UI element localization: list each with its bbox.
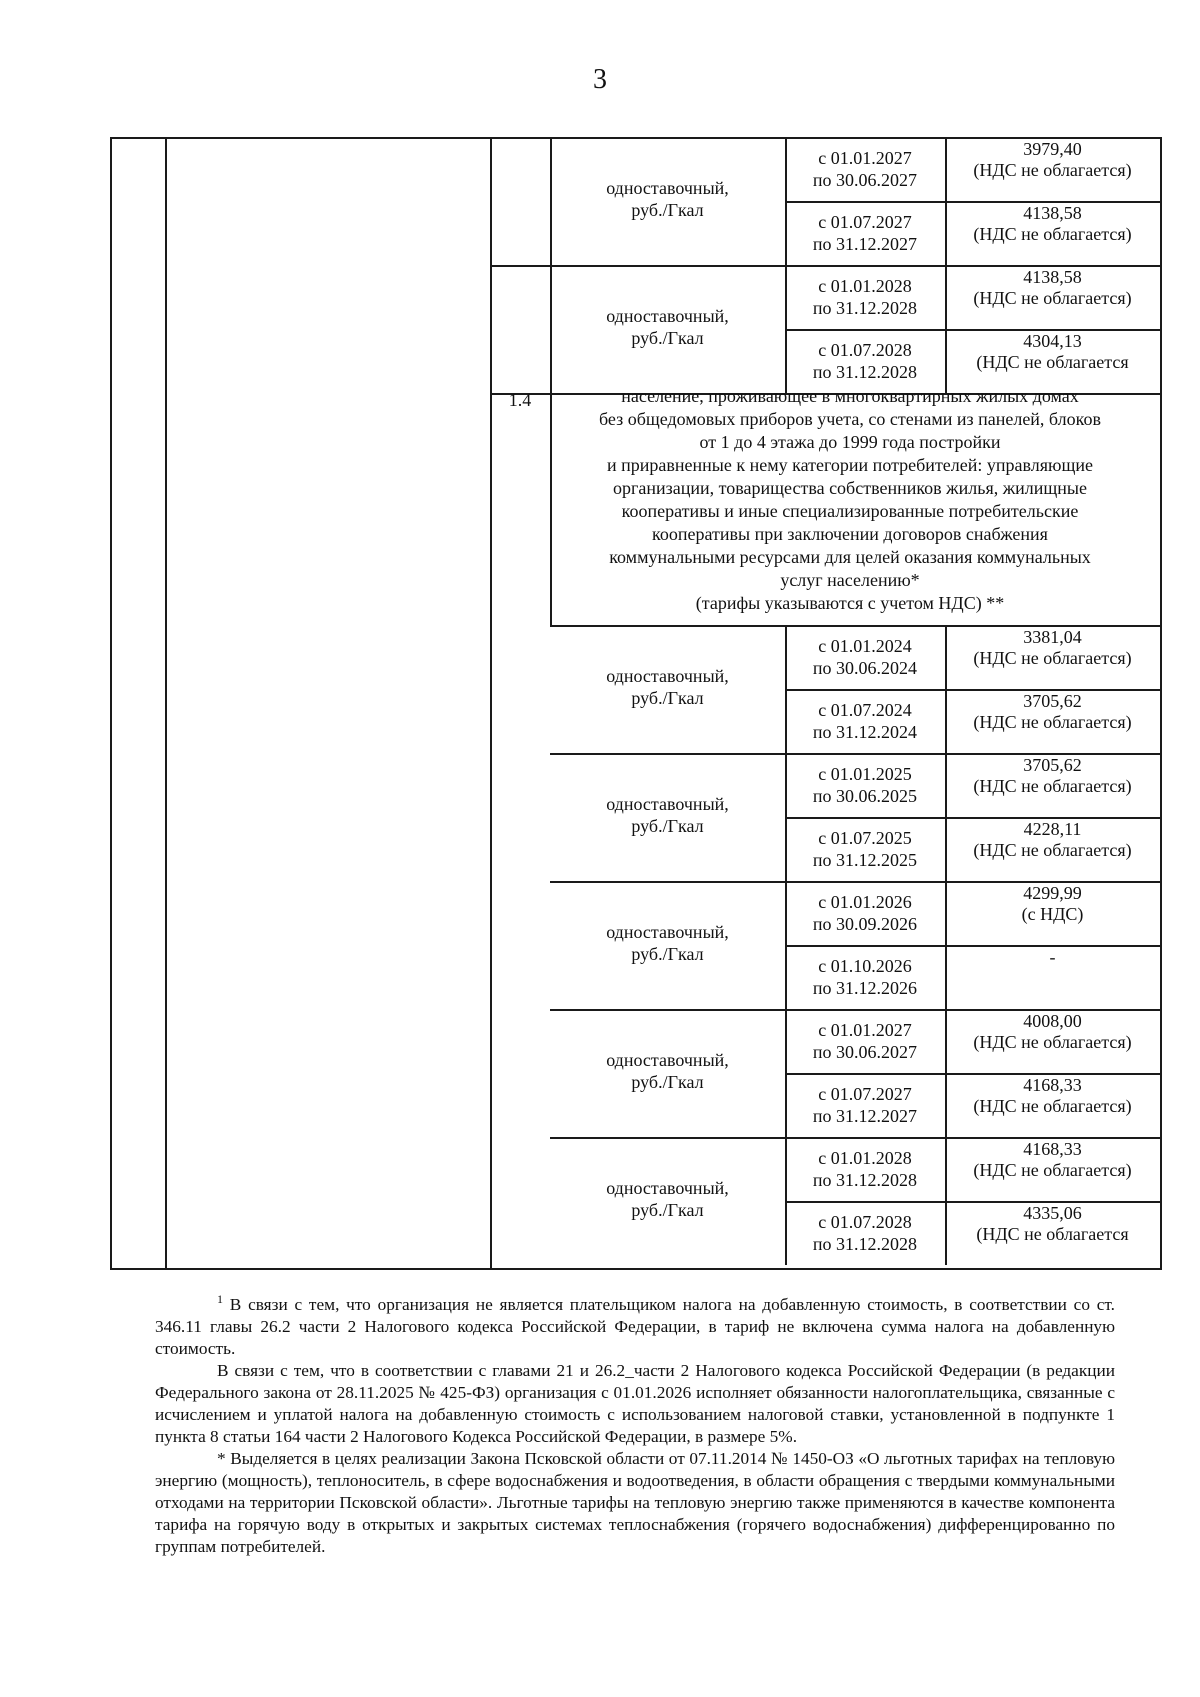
unit-label-line: одноставочный, <box>606 178 729 198</box>
unit-label-line: руб./Гкал <box>631 200 704 220</box>
vat-note: (НДС не облагается) <box>973 224 1132 244</box>
table-left-border <box>110 137 112 1268</box>
table-bottom-border <box>110 1268 1162 1270</box>
period-cell-line: с 01.01.2025 <box>818 764 912 784</box>
tariff-value: 4228,11 <box>1023 819 1082 839</box>
period-cell <box>785 635 945 679</box>
tariff-value: - <box>1049 947 1056 967</box>
vat-note: (НДС не облагается) <box>973 648 1132 668</box>
group-number: 1.4 <box>508 390 532 410</box>
vat-note: (НДС не облагается) <box>973 160 1132 180</box>
vat-note: (НДС не облагается) <box>973 840 1132 860</box>
tariff-value: 4304,13 <box>1023 331 1082 351</box>
unit-label-line: одноставочный, <box>606 922 729 942</box>
period-cell <box>785 891 945 935</box>
group-description-line: коммунальными ресурсами для целей оказания коммунальных <box>609 547 1091 567</box>
unit-label-line: руб./Гкал <box>631 816 704 836</box>
period-cell-line: с 01.07.2028 <box>818 340 912 360</box>
tariff-value: 3381,04 <box>1023 627 1082 647</box>
period-cell-line: по 31.12.2026 <box>812 978 918 998</box>
period-cell-line: с 01.07.2027 <box>818 1084 912 1104</box>
period-cell-line: по 30.06.2025 <box>812 786 918 806</box>
unit-label <box>550 1049 785 1093</box>
period-cell-line: по 31.12.2028 <box>812 362 918 382</box>
value-cell <box>945 1011 1160 1053</box>
value-cell <box>945 331 1160 373</box>
period-cell-line: по 30.06.2024 <box>812 658 918 678</box>
value-cell <box>945 755 1160 797</box>
tariff-value: 4299,99 <box>1023 883 1082 903</box>
period-cell <box>785 1019 945 1063</box>
unit-label-line: руб./Гкал <box>631 688 704 708</box>
group-description-line: кооперативы и иные специализированные потребительские <box>621 501 1079 521</box>
tariff-value: 4138,58 <box>1023 267 1082 287</box>
tariff-value: 3705,62 <box>1023 691 1082 711</box>
period-cell-line: с 01.07.2024 <box>818 700 912 720</box>
period-cell-line: с 01.01.2027 <box>818 148 912 168</box>
unit-label-line: одноставочный, <box>606 1178 729 1198</box>
period-cell <box>785 211 945 255</box>
value-cell <box>945 203 1160 245</box>
tariff-value: 4335,06 <box>1023 1203 1082 1223</box>
period-cell-line: по 31.12.2027 <box>812 234 918 254</box>
tariff-value: 3705,62 <box>1023 755 1082 775</box>
period-cell-line: по 31.12.2028 <box>812 1234 918 1254</box>
unit-label <box>550 665 785 709</box>
period-cell-line: по 31.12.2028 <box>812 298 918 318</box>
footnote-1-mark: 1 <box>217 1292 223 1306</box>
period-cell-line: с 01.01.2028 <box>818 1148 912 1168</box>
group-description-line: и приравненные к нему категории потребителей: управляющие <box>607 455 1093 475</box>
period-cell <box>785 1211 945 1255</box>
value-cell <box>945 139 1160 181</box>
vat-note: (НДС не облагается <box>976 352 1129 372</box>
period-cell-line: по 30.09.2026 <box>812 914 918 934</box>
period-cell <box>785 1083 945 1127</box>
unit-label-line: руб./Гкал <box>631 944 704 964</box>
tariff-value: 3979,40 <box>1023 139 1082 159</box>
unit-label-line: одноставочный, <box>606 306 729 326</box>
tariff-value: 4138,58 <box>1023 203 1082 223</box>
vat-note: (НДС не облагается) <box>973 288 1132 308</box>
group-description-line: от 1 до 4 этажа до 1999 года постройки <box>699 432 1001 452</box>
period-cell-line: с 01.01.2027 <box>818 1020 912 1040</box>
vat-note: (НДС не облагается) <box>973 1096 1132 1116</box>
period-cell-line: с 01.10.2026 <box>818 956 912 976</box>
unit-label-line: одноставочный, <box>606 666 729 686</box>
period-cell <box>785 339 945 383</box>
col-border-2 <box>490 137 492 1268</box>
unit-label <box>550 177 785 221</box>
value-cell <box>945 691 1160 733</box>
table-right-border <box>1160 137 1162 1268</box>
unit-label <box>550 1177 785 1221</box>
footnote-1 <box>155 1288 1115 1360</box>
period-cell <box>785 1147 945 1191</box>
footnote-3: * Выделяется в целях реализации Закона Псковской области от 07.11.2014 № 1450-ОЗ «О льготных тарифах на тепловую энергию (мощность), теплоноситель, в сфере водоснабжения и водоотведения, в области обращения с твердыми коммунальными отходами на территории Псковской области». Льготные тарифы на тепловую энергию также применяются в качестве компонента тарифа на горячую воду в открытых и закрытых системах теплоснабжения (горячего водоснабжения) дифференцированно по группам потребителей. <box>155 1448 1115 1556</box>
period-cell-line: с 01.07.2025 <box>818 828 912 848</box>
tariff-value: 4008,00 <box>1023 1011 1082 1031</box>
vat-note: (с НДС) <box>1021 904 1084 924</box>
tariff-value: 4168,33 <box>1023 1139 1082 1159</box>
footnote-1-text: В связи с тем, что организация не является плательщиком налога на добавленную стоимость, в соответствии со ст. 346.11 главы 26.2 части 2 Налогового кодекса Российской Федерации, в тариф не включена сумма налога на добавленную стоимость. <box>155 1294 1115 1358</box>
group-description-line: без общедомовых приборов учета, со стенами из панелей, блоков <box>599 409 1101 429</box>
period-cell-line: по 31.12.2025 <box>812 850 918 870</box>
value-cell <box>945 627 1160 669</box>
page-number: 3 <box>593 64 607 95</box>
value-cell <box>945 819 1160 861</box>
unit-label-line: руб./Гкал <box>631 1072 704 1092</box>
period-cell-line: с 01.01.2028 <box>818 276 912 296</box>
period-cell-line: по 31.12.2024 <box>812 722 918 742</box>
value-cell <box>945 883 1160 925</box>
period-cell-line: по 30.06.2027 <box>812 170 918 190</box>
period-cell <box>785 275 945 319</box>
period-cell <box>785 827 945 871</box>
unit-label-line: одноставочный, <box>606 1050 729 1070</box>
unit-label-line: руб./Гкал <box>631 328 704 348</box>
group-description-line: (тарифы указываются с учетом НДС) ** <box>695 593 1005 613</box>
vat-note: (НДС не облагается) <box>973 1032 1132 1052</box>
vat-note: (НДС не облагается) <box>973 776 1132 796</box>
group-description <box>550 385 1150 615</box>
unit-label-line: руб./Гкал <box>631 1200 704 1220</box>
vat-note: (НДС не облагается <box>976 1224 1129 1244</box>
period-cell-line: по 31.12.2027 <box>812 1106 918 1126</box>
period-cell <box>785 763 945 807</box>
period-cell-line: с 01.01.2026 <box>818 892 912 912</box>
value-cell <box>945 1203 1160 1245</box>
footnotes <box>155 1288 1115 1558</box>
value-cell <box>945 947 1160 968</box>
period-cell <box>785 699 945 743</box>
vat-note: (НДС не облагается) <box>973 1160 1132 1180</box>
period-cell-line: с 01.01.2024 <box>818 636 912 656</box>
period-cell-line: по 30.06.2027 <box>812 1042 918 1062</box>
group-description-line: организации, товарищества собственников жилья, жилищные <box>613 478 1087 498</box>
col-border-1 <box>165 137 167 1268</box>
group-description-line: услуг населению* <box>780 570 920 590</box>
tariff-value: 4168,33 <box>1023 1075 1082 1095</box>
unit-label <box>550 921 785 965</box>
period-cell <box>785 955 945 999</box>
value-cell <box>945 267 1160 309</box>
group-description-line: кооперативы при заключении договоров снабжения <box>652 524 1048 544</box>
value-cell <box>945 1139 1160 1181</box>
unit-label <box>550 305 785 349</box>
unit-label-line: одноставочный, <box>606 794 729 814</box>
vat-note: (НДС не облагается) <box>973 712 1132 732</box>
footnote-2: В связи с тем, что в соответствии с главами 21 и 26.2_части 2 Налогового кодекса Российской Федерации (в редакции Федерального закона от 28.11.2025 № 425-ФЗ) организация с 01.01.2026 исполняет обязанности налогоплательщика, связанные с исчислением и уплатой налога на добавленную стоимость с использованием налоговой ставки, установленной в подпункте 1 пункта 8 статьи 164 части 2 Налогового Кодекса Российской Федерации, в размере 5%. <box>155 1360 1115 1446</box>
period-cell-line: по 31.12.2028 <box>812 1170 918 1190</box>
value-cell <box>945 1075 1160 1117</box>
unit-label <box>550 793 785 837</box>
period-cell <box>785 147 945 191</box>
period-cell-line: с 01.07.2027 <box>818 212 912 232</box>
group-description-line: население, проживающее в многоквартирных жилых домах <box>621 386 1079 406</box>
period-cell-line: с 01.07.2028 <box>818 1212 912 1232</box>
